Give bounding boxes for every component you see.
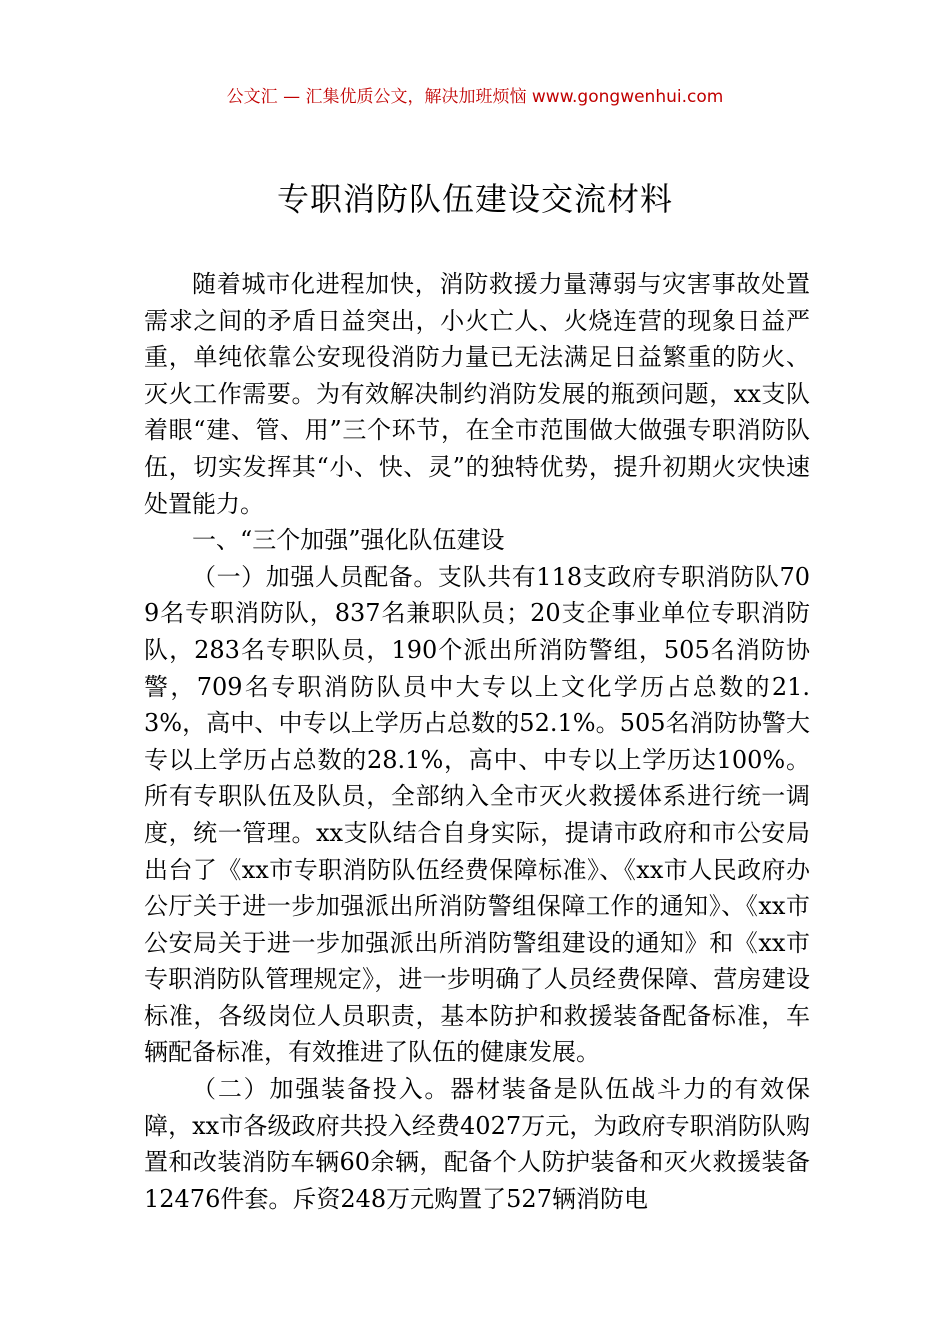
section-heading: 一、“三个加强”强化队伍建设 — [192, 526, 505, 555]
document-title: 专职消防队伍建设交流材料 — [276, 180, 673, 218]
equipment-paragraph: （二）加强装备投入。器材装备是队伍战斗力的有效保障，xx市各级政府共投入经费4027万元，为政府专职消防队购置和改装消防车辆60余辆，配备个人防护装备和灭火救援装备12476件套。斥资248万元购置了527辆消防电 — [144, 1075, 810, 1213]
header-banner: 公文汇 — 汇集优质公文，解决加班烦恼 www.gongwenhui.com — [226, 87, 724, 107]
personnel-paragraph: （一）加强人员配备。支队共有118支政府专职消防队709名专职消防队，837名兼职队员；20支企事业单位专职消防队，283名专职队员，190个派出所消防警组，505名消防协警，709名专职消防队员中大专以上文化学历占总数的21.3%，高中、中专以上学历占总数的52.1%。505名消防协警大专以上学历占总数的28.1%，高中、中专以上学历达100%。所有专职队伍及队员，全部纳入全市灭火救援体系进行统一调度，统一管理。xx支队结合自身实际，提请市政府和市公安局出台了《xx市专职消防队伍经费保障标准》、《xx市人民政府办公厅关于进一步加强派出所消防警组保障工作的通知》、《xx市公安局关于进一步加强派出所消防警组建设的通知》和《xx市专职消防队管理规定》，进一步明确了人员经费保障、营房建设标准，各级岗位人员职责，基本防护和救援装备配备标准，车辆配备标准，有效推进了队伍的健康发展。 — [144, 562, 810, 1067]
intro-paragraph: 随着城市化进程加快，消防救援力量薄弱与灾害事故处置需求之间的矛盾日益突出，小火亡人、火烧连营的现象日益严重，单纯依靠公安现役消防力量已无法满足日益繁重的防火、灭火工作需要。为有效解决制约消防发展的瓶颈问题，xx支队着眼“建、管、用”三个环节，在全市范围做大做强专职消防队伍，切实发挥其“小、快、灵”的独特优势，提升初期火灾快速处置能力。 — [144, 270, 810, 518]
document-body — [144, 266, 810, 1217]
